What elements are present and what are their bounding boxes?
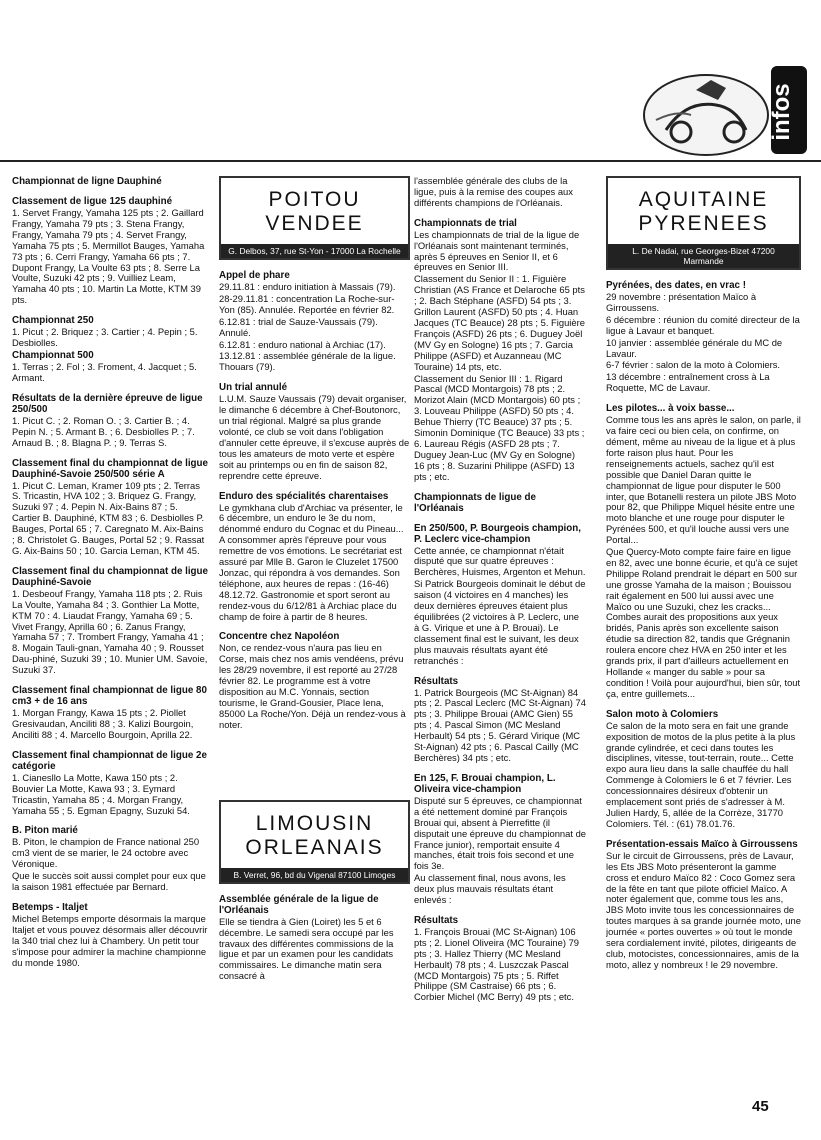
article-heading: B. Piton marié [12, 825, 78, 837]
aquitaine-articles [606, 280, 801, 971]
region-address: G. Delbos, 37, rue St-Yon - 17000 La Rochelle [221, 244, 408, 258]
article-paragraph: 6.12.81 : enduro national à Archiac (17). [219, 338, 386, 350]
infos-logo-illustration [636, 60, 821, 160]
article-heading: Résultats de la dernière épreuve de ligue 250/500 [12, 392, 203, 415]
article-paragraph: 29.11.81 : enduro initiation à Massais (79). [219, 281, 396, 292]
article-paragraph: Que Quercy-Moto compte faire faire en ligue en 82, avec une bonne écurie, et qu'à ce sujet Philippe Roland prendrait le départ en 500 sur une grosse Yamaha de la maison ; Bouissou rait également en 500 lui aussi avec une Maïco ou une Suzuki, chez les cracks... Combes aurait des propositions aux yeux bridés, Panis après son excellente saison étudie sa direction 82, tandis que Grégnanin roulera encore chez HVA en 250 inter et les grands prix, il part d'ailleurs actuellement en Hollande « manger du sable » pour sa condition ! Voilà pour aujourd'hui, bien sûr, tout ça, entre guillemets... [606, 546, 801, 699]
article-heading: Betemps - Italjet [12, 901, 88, 913]
article-paragraph: 6-7 février : salon de la moto à Colomiers. [606, 359, 781, 371]
article-heading: Concentre chez Napoléon [219, 631, 340, 643]
column-poitou-limousin [219, 176, 410, 1106]
region-title: LIMOUSIN ORLEANAIS [245, 811, 384, 859]
article-paragraph: 6 décembre : réunion du comité directeur de la ligue à Lavaur et banquet. [606, 313, 800, 336]
article-heading: Les pilotes... à voix basse... [606, 403, 735, 415]
article-paragraph: Au classement final, nous avons, les deux plus mauvais résultats étant enlevés : [414, 872, 566, 906]
article-paragraph: 13.12.81 : assemblée générale de la ligue. Thouars (79). [219, 350, 396, 373]
article-heading: Championnats de trial [414, 217, 517, 229]
article-paragraph: Classement du Senior III : 1. Rigard Pascal (MCD Montargois) 78 pts ; 2. Morizot Alain (MCD Montargois) 60 pts ; 3. Louveau Philippe (ASFD) 50 pts ; 4. Behue Thierry (TC Beauce) 37 pts ; 5. Simonin Dominique (TC Beauce) 33 pts ; 6. Laureau Régis (ASFD 28 pts ; 7. Duguey Jean-Luc (MV Gy en Sologne) 16 pts ; 8. Suzarini Philippe (ASFD) 13 pts ; etc. [414, 372, 585, 482]
article-paragraph: 1. Picut ; 2. Briquez ; 3. Cartier ; 4. Pepin ; 5. Desbiolles. [12, 326, 198, 349]
article-heading: Salon moto à Colomiers [606, 708, 719, 720]
article-heading: En 125, F. Brouai champion, L. Oliveira vice-champion [414, 772, 556, 795]
article-paragraph: 29 novembre : présentation Maïco à Girroussens. [606, 291, 757, 313]
article-paragraph: 1. Desbeouf Frangy, Yamaha 118 pts ; 2. Ruis La Voulte, Yamaha 84 ; 3. Gonthier La Motte, KTM 70 : 4. Liaudat Frangy, Yamaha 69 ; 5. Vivet Frangy, Aprilla 60 ; 6. Zanus Frangy, Yamaha 57 ; 7. Trombert Frangy, Yamaha 41 ; 8. Mogain Tauli-gnan, Yamaha 40 ; 9. Rousset Dau-phiné, Suzuki 39 ; 10. Munier UM. Savoie, Suzuki 37. [12, 587, 208, 676]
article-heading: Classement de ligue 125 dauphiné [12, 196, 173, 207]
article-paragraph: Si Patrick Bourgeois dominait le début de saison (4 victoires en 4 manches) les deux dernières épreuves étaient plus équilibrées (2 victoires à P. Leclerc, une à G. Virique et une à P. Brouai). Le classement final est le suivant, les deux plus mauvais résultats ayant été retranchés : [414, 578, 586, 666]
article-paragraph: L.U.M. Sauze Vaussais (79) devait organiser, le dimanche 6 décembre à Chef-Boutonorc, un trial régional. Malgré sa plus grande volonté, ce club se voit dans l'obligation d'annuler cette épreuve, il s'excuse auprès de tous les amateurs de moto verte et espère soit au printemps ou en fin de saison 82, reprendre cette épreuve. [219, 393, 410, 481]
article-heading: Enduro des spécialités charentaises [219, 490, 389, 502]
article-paragraph: 1. Cianesllo La Motte, Kawa 150 pts ; 2. Bouvier La Motte, Kawa 93 ; 3. Eymard Tricastin, Yamaha 85 ; 4. Morgan Frangy, Yamaha 55 ; 5. Egman Epagny, Suzuki 54. [12, 771, 190, 816]
article-heading: Championnats de ligue de l'Orléanais [414, 491, 536, 514]
article-heading: Un trial annulé [219, 382, 288, 394]
column-aquitaine [606, 176, 801, 1106]
article-paragraph: 13 décembre : entraînement cross à La Roquette, MC de Lavaur. [606, 371, 770, 394]
article-heading: Championnat de ligne Dauphiné [12, 176, 162, 187]
article-paragraph: Comme tous les ans après le salon, on parle, il va faire ceci ou bien cela, on confirme, on dément, même au niveau de la ligue et à plus forte raison plus haut. Pour les renseignements actuels, sachez qu'il est possible que Daniel Daran quitte le championnat de ligue pour disputer le 500 inter, que Botanelli restera un pilote JBS Moto pour 82, que Philippe Miquel hésite entre une moto blanche et une rouge pour disputer le Pyrénées 500, et qu'il louche aussi vers une Portal... [606, 414, 801, 546]
region-title: AQUITAINE PYRENEES [638, 188, 769, 235]
article-heading: Présentation-essais Maïco à Girroussens [606, 838, 798, 850]
article-heading: Classement final du championnat de ligue Dauphiné-Savoie 250/500 série A [12, 457, 208, 480]
article-paragraph: Michel Betemps emporte désormais la marque Italjet et vous pouvez désormais aller découvrir la 340 trial chez lui à Chambery. Un petit tour s'impose pour admirer la machine championne du monde 1980. [12, 912, 208, 968]
region-title: POITOU VENDEE [265, 188, 364, 235]
article-paragraph: 1. François Brouai (MC St-Aignan) 106 pts ; 2. Lionel Oliveira (MC Touraine) 79 pts ; 3. Hallez Thierry (MC Mesland Herbault) 78 pts ; 4. Luszczak Pascal (MCD Montargois) 75 pts ; 5. Riffet Philippe (SM Castraise) 66 pts ; 6. Corbier Michel (MC Berry) 49 pts ; etc. [414, 925, 580, 1003]
article-heading: Assemblée générale de la ligue de l'Orléanais [219, 893, 379, 916]
article-paragraph: l'assemblée générale des clubs de la ligue, puis à la remise des coupes aux différents champions de l'Orléanais. [414, 176, 573, 208]
article-heading: Résultats [414, 914, 459, 926]
article-heading: Classement final championnat de ligue 80 cm3 + de 16 ans [12, 685, 207, 708]
article-paragraph: Que le succès soit aussi complet pour eux que la saison 1981 effectuée par Bernard. [12, 870, 206, 893]
logo-text: infos [768, 83, 795, 141]
article-paragraph: Le gymkhana club d'Archiac va présenter, le 6 décembre, un enduro le 3e du nom, dénommé enduro du Cognac et du Pineau... A consommer après l'épreuve pour vous remettre de vos émotions. Le secrétariat est assuré par Mlle B. Garon le Cluzelet 17500 Jonzac, qui répondra à vos demandes. Son téléphone, aux heures de repas : (16-46) 48.12.72. Gastronomie et sport seront au rendez-vous du 6/12/81 à Archiac place du champ de foire à partir de 8 heures. [219, 501, 404, 622]
poitou-articles [219, 270, 410, 731]
limousin-articles [219, 894, 410, 982]
article-paragraph: Ce salon de la moto sera en fait une grande exposition de motos de la plus petite à la plus grande cylindrée, et ceci dans toutes les disciplines, vitesse, tout-terrain, route... Cette expo aura lieu dans la salle chauffée du hall Commenge à Colomiers le 6 et 7 février. Les concessionnaires désireux d'obtenir un emplacement sont priés de s'adresser à M. Julien Hardy, 5, allée de la Corrèze, 31770 Colomiers. Tél. : (61) 78.01.76. [606, 719, 796, 829]
article-paragraph: Elle se tiendra à Gien (Loiret) les 5 et 6 décembre. Le samedi sera occupé par les travaux des différentes commissions de la ligue et par un examen pour les candidats commissaires. Le dimanche matin sera consacré à [219, 915, 394, 982]
region-address: B. Verret, 96, bd du Vigenal 87100 Limoges [221, 868, 408, 882]
region-box-limousin [219, 800, 410, 884]
article-paragraph: 1. Morgan Frangy, Kawa 15 pts ; 2. Piollet Gresivaudan, Anciliti 88 ; 3. Kalizi Bourgoin, Anciliti 88 ; 4. Marcello Bourgoin, Aprilla 22. [12, 707, 194, 740]
article-paragraph: 10 janvier : assemblée générale du MC de Lavaur. [606, 336, 783, 359]
region-box-poitou [219, 176, 410, 260]
article-paragraph: 1. Terras ; 2. Fol ; 3. Froment, 4. Jacquet ; 5. Armant. [12, 360, 197, 383]
article-paragraph: Cette année, ce championnat n'était disputé que sur quatre épreuves : Berchères, Huismes, Argenton et Mehun. [414, 544, 586, 578]
article-heading: Pyrénées, des dates, en vrac ! [606, 280, 746, 291]
article-heading: Résultats [414, 675, 459, 687]
article-paragraph: Les championnats de trial de la ligue de l'Orléanais sont maintenant terminés, après 5 épreuves en Senior II, et 6 épreuves en Senior III. [414, 228, 580, 273]
region-box-aquitaine [606, 176, 801, 270]
article-paragraph: Sur le circuit de Girroussens, près de Lavaur, les Ets JBS Moto présenteront la gamme cross et enduro Maïco 82 : Coco Gomez sera de la fête en tant que pilote officiel Maïco. A noter également que, comme tous les ans, JBS Moto invite tous les concessionnaires de toutes marques à sa grande journée moto, une journée « portes ouvertes » où tout le monde sera cordialement invité, pilotes, dirigeants de club, motocistes, concessionnaires, amis de la moto, allez y nombreux ! le 29 novembre. [606, 849, 801, 970]
article-paragraph: 1. Picut C. ; 2. Roman O. ; 3. Cartier B. ; 4. Pepin N. ; 5. Armant B. ; 6. Desbiolles P. ; 7. Arnaud B. ; 8. Blagna P. ; 9. Terras S. [12, 414, 195, 448]
article-paragraph: 1. Picut C. Leman, Kramer 109 pts ; 2. Terras S. Tricastin, HVA 102 ; 3. Briquez G. Frangy, Suzuki 97 ; 4. Pepin N. Aix-Bains 87 ; 5. Cartier B. Dauphiné, KTM 83 ; 6. Desbiolles P. Bauges, Portal 65 ; 7. Caregnato M. Aix-Bains ; 8. Christolet G. Bauges, Portal 52 ; 9. Rassat G. Aix-Bains 50 ; 10. Garcia Leman, KTM 45. [12, 479, 205, 556]
header-rule [0, 160, 821, 162]
article-heading: Championnat 500 [12, 349, 94, 361]
article-paragraph: Non, ce rendez-vous n'aura pas lieu en Corse, mais chez nos amis vendéens, prévu les 28/29 novembre, il est reporté au 27/28 février 82. Le programme est à votre disposition au M.C. Yonnais, section tourisme, le Grand-Gousier, Place Iena, 85000 La Roche/Yon. Déjà un rendez-vous à noter. [219, 642, 406, 730]
article-paragraph: B. Piton, le champion de France national 250 cm3 vient de se marier, le 24 octobre avec Véronique. [12, 836, 200, 870]
article-paragraph: Classement du Senior II : 1. Figuière Christian (AS France et Delaroche 65 pts ; 2. Bach Stéphane (ASFD) 54 pts ; 3. Grillon Laurent (ASFD) 50 pts ; 4. Huan Jacques (TC Beauce) 28 pts ; 5. Figuière François (ASFD) 26 pts ; 6. Duguey Joël (MV Gy en Sologne) 16 pts ; 7. Garcia Philippe (ASFD) et Auzanneau (MC Touraine) 14 pts, etc. [414, 273, 585, 372]
article-paragraph: 28-29.11.81 : concentration La Roche-sur-Yon (85). Annulée. Reportée en février 82. [219, 292, 395, 315]
article-heading: Classement final du championnat de ligue Dauphiné-Savoie [12, 565, 208, 588]
region-address: L. De Nadai, rue Georges-Bizet 47200 Marmande [608, 244, 799, 268]
article-heading: Championnat 250 [12, 315, 94, 327]
column-dauphine [12, 176, 208, 1106]
page-number: 45 [752, 1098, 769, 1115]
article-heading: En 250/500, P. Bourgeois champion, P. Leclerc vice-champion [414, 522, 581, 545]
article-paragraph: 6.12.81 : trial de Sauze-Vaussais (79). Annulé. [219, 315, 378, 338]
article-paragraph: 1. Patrick Bourgeois (MC St-Aignan) 84 pts ; 2. Pascal Leclerc (MC St-Aignan) 74 pts ; 3. Philippe Brouai (AMC Gien) 55 pts ; 4. Pascal Simon (MC Mesland Herbault) 54 pts ; 5. Gérard Virique (MC St-Aignan) 42 pts ; 6. Pascal Cailly (MC Berchères) 34 pts ; etc. [414, 686, 586, 763]
article-heading: Classement final championnat de ligue 2e catégorie [12, 749, 207, 772]
article-paragraph: Disputé sur 5 épreuves, ce championnat a été nettement dominé par François Brouai qui, absent à Pierrefitte (il disputait une épreuve du championnat de France junior), remportait ensuite 4 manches, était trois fois second et une fois 3e. [414, 794, 586, 872]
article-heading: Appel de phare [219, 270, 290, 281]
article-paragraph: 1. Servet Frangy, Yamaha 125 pts ; 2. Gaillard Frangy, Yamaha 79 pts ; 3. Stena Frangy, Frangy, Yamaha 79 pts ; 4. Servet Frangy, Yamaha 75 pts ; 5. Mermillot Bauges, Yamaha 73 pts ; 6. Cerri Frangy, Yamaha 66 pts ; 7. Dupont Frangy, La Voulte 63 pts ; 8. Serre La Voulte, Suzuki 42 pts ; 9. Vuilliez Leam, Yamaha 40 pts ; 10. Martin La Motte, KTM 39 pts. [12, 207, 205, 306]
column-orleanais [414, 176, 586, 1106]
